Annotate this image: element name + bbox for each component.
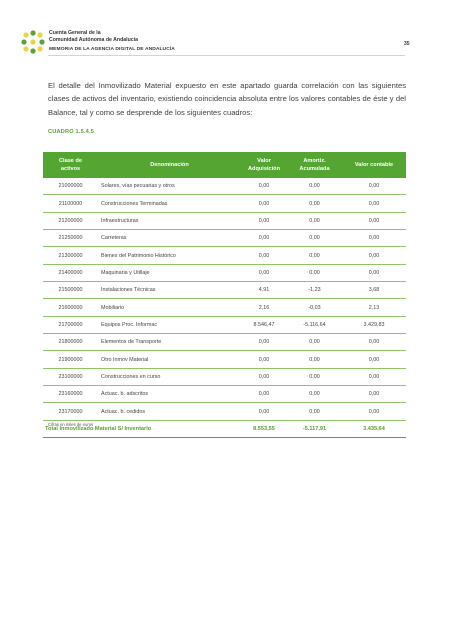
table-row xyxy=(43,299,406,316)
valor-contable: 0,00 xyxy=(342,334,406,351)
amortizacion-acumulada: 0,00 xyxy=(287,178,342,195)
denominacion: Construcciones Terminadas xyxy=(98,195,241,212)
class-code: 21250000 xyxy=(43,230,98,247)
col-header-amortiz: Amortiz. Acumulada xyxy=(287,152,342,178)
denominacion: Equipos Proc. Informac xyxy=(98,316,241,333)
table-row xyxy=(43,247,406,264)
valor-contable: 0,00 xyxy=(342,264,406,281)
class-code: 23100000 xyxy=(43,368,98,385)
denominacion: Carreteras xyxy=(98,230,241,247)
table-row xyxy=(43,178,406,195)
valor-adquisicion: 0,00 xyxy=(241,212,287,229)
valor-adquisicion: 4,91 xyxy=(241,282,287,299)
table-row xyxy=(43,334,406,351)
denominacion: Instalaciones Técnicas xyxy=(98,282,241,299)
amortizacion-acumulada: 0,00 xyxy=(287,264,342,281)
table-row xyxy=(43,386,406,403)
table-row xyxy=(43,230,406,247)
total-amortizacion: -5.117,91 xyxy=(287,420,342,437)
valor-contable: 3.429,83 xyxy=(342,316,406,333)
table-row xyxy=(43,264,406,281)
class-code: 21800000 xyxy=(43,334,98,351)
col-header-contable: Valor contable xyxy=(342,152,406,178)
class-code: 21900000 xyxy=(43,351,98,368)
junta-andalucia-logo xyxy=(20,29,46,55)
class-code: 21400000 xyxy=(43,264,98,281)
amortizacion-acumulada: 0,00 xyxy=(287,386,342,403)
amortizacion-acumulada: 0,00 xyxy=(287,334,342,351)
denominacion: Elementos de Transporte xyxy=(98,334,241,351)
header-title xyxy=(49,30,138,43)
valor-contable: 0,00 xyxy=(342,386,406,403)
amortizacion-acumulada: 0,00 xyxy=(287,403,342,420)
class-code: 21000000 xyxy=(43,178,98,195)
denominacion: Solares, vías pecuarias y otros xyxy=(98,178,241,195)
table-row xyxy=(43,195,406,212)
denominacion: Actuac. b. adscritos xyxy=(98,386,241,403)
amortizacion-acumulada: 0,00 xyxy=(287,247,342,264)
amortizacion-acumulada: -5.116,64 xyxy=(287,316,342,333)
denominacion: Mobiliario xyxy=(98,299,241,316)
valor-adquisicion: 0,00 xyxy=(241,351,287,368)
intro-paragraph: El detalle del Inmovilizado Material expuesto en este apartado guarda correlación con las siguientes clases de activos del inventario, existiendo coincidencia absoluta entre los valores contables de éste y del Balance, tal y como se desprende de los siguientes cuadros: xyxy=(48,81,406,117)
amortizacion-acumulada: 0,00 xyxy=(287,368,342,385)
amortizacion-acumulada: -1,23 xyxy=(287,282,342,299)
table-row xyxy=(43,282,406,299)
valor-contable: 0,00 xyxy=(342,403,406,420)
denominacion: Otro Inmov Material xyxy=(98,351,241,368)
valor-adquisicion: 0,00 xyxy=(241,334,287,351)
page-number: 35 xyxy=(404,41,410,47)
table-row xyxy=(43,368,406,385)
valor-contable: 0,00 xyxy=(342,195,406,212)
header-divider xyxy=(48,55,405,56)
valor-contable: 2,13 xyxy=(342,299,406,316)
valor-adquisicion: 0,00 xyxy=(241,247,287,264)
table-row xyxy=(43,316,406,333)
total-contable: 3.435,64 xyxy=(342,420,406,437)
valor-adquisicion: 0,00 xyxy=(241,368,287,385)
table-row xyxy=(43,212,406,229)
denominacion: Actuac. b. cedidos xyxy=(98,403,241,420)
amortizacion-acumulada: 0,00 xyxy=(287,351,342,368)
class-code: 21600000 xyxy=(43,299,98,316)
table-total-row xyxy=(43,420,406,437)
valor-adquisicion: 0,00 xyxy=(241,403,287,420)
col-header-clase: Clase de activos xyxy=(43,152,98,178)
valor-contable: 0,00 xyxy=(342,230,406,247)
valor-contable: 0,00 xyxy=(342,178,406,195)
denominacion: Construcciones en curso xyxy=(98,368,241,385)
class-code: 23170000 xyxy=(43,403,98,420)
table-header-row xyxy=(43,152,406,178)
total-label: Total Inmovilizado Material S/ Inventario xyxy=(43,420,241,437)
denominacion: Maquinaria y Utillaje xyxy=(98,264,241,281)
amortizacion-acumulada: 0,00 xyxy=(287,212,342,229)
valor-adquisicion: 0,00 xyxy=(241,264,287,281)
amortizacion-acumulada: -0,03 xyxy=(287,299,342,316)
valor-contable: 3,68 xyxy=(342,282,406,299)
table-row xyxy=(43,351,406,368)
header-title-line2: Comunidad Autónoma de Andalucía xyxy=(49,36,138,43)
valor-contable: 0,00 xyxy=(342,247,406,264)
col-header-valor: Valor Adquisición xyxy=(241,152,287,178)
col-header-denominacion: Denominación xyxy=(98,152,241,178)
amortizacion-acumulada: 0,00 xyxy=(287,230,342,247)
valor-adquisicion: 8.546,47 xyxy=(241,316,287,333)
inventory-table xyxy=(43,152,406,438)
class-code: 21200000 xyxy=(43,212,98,229)
units-note: Cifras en miles de euros xyxy=(48,422,94,427)
valor-adquisicion: 0,00 xyxy=(241,195,287,212)
denominacion: Bienes del Patrimonio Histórico xyxy=(98,247,241,264)
total-adquisicion: 8.553,55 xyxy=(241,420,287,437)
denominacion: Infraestructuras xyxy=(98,212,241,229)
valor-contable: 0,00 xyxy=(342,212,406,229)
valor-adquisicion: 2,16 xyxy=(241,299,287,316)
table-caption: CUADRO 1.5.4.5 xyxy=(48,129,95,135)
valor-adquisicion: 0,00 xyxy=(241,386,287,403)
header-title-line1: Cuenta General de la xyxy=(49,30,101,36)
amortizacion-acumulada: 0,00 xyxy=(287,195,342,212)
class-code: 23160000 xyxy=(43,386,98,403)
valor-contable: 0,00 xyxy=(342,351,406,368)
table-row xyxy=(43,403,406,420)
valor-contable: 0,00 xyxy=(342,368,406,385)
class-code: 21100000 xyxy=(43,195,98,212)
class-code: 21300000 xyxy=(43,247,98,264)
class-code: 21700000 xyxy=(43,316,98,333)
header-subtitle: MEMORIA DE LA AGENCIA DIGITAL DE ANDALUCÍA xyxy=(49,47,175,52)
valor-adquisicion: 0,00 xyxy=(241,230,287,247)
class-code: 21500000 xyxy=(43,282,98,299)
valor-adquisicion: 0,00 xyxy=(241,178,287,195)
